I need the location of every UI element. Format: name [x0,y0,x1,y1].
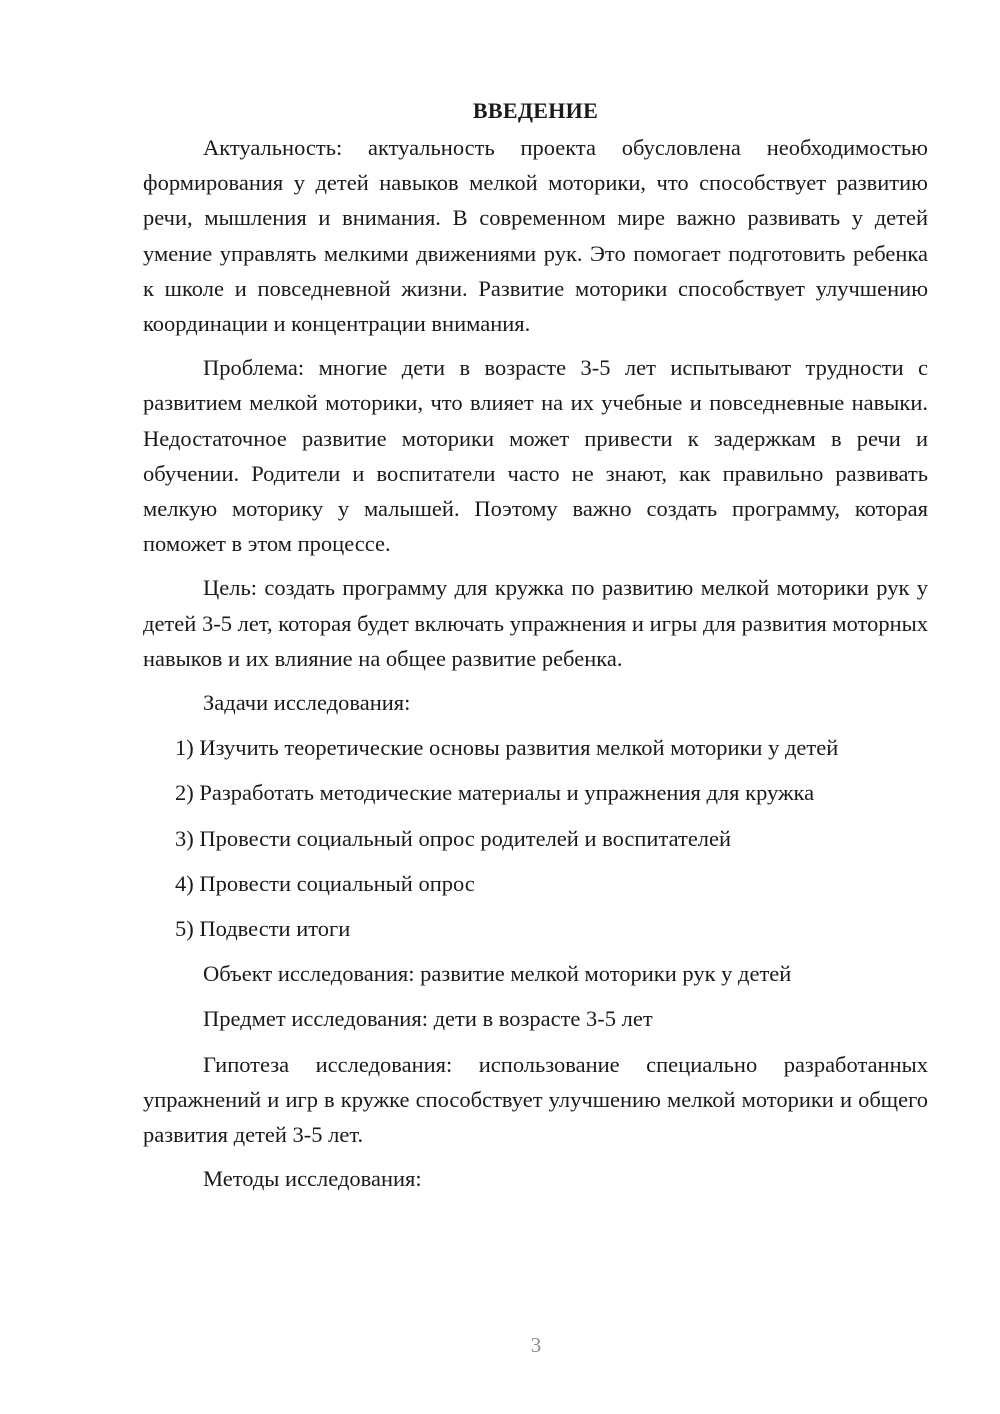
relevance-paragraph: Актуальность: актуальность проекта обусловлена необходимостью формирования у детей навыков мелкой моторики, что способствует развитию речи, мышления и внимания. В современном мире важно развивать у детей умение управлять мелкими движениями рук. Это помогает подготовить ребенка к школе и повседневной жизни. Развитие моторики способствует улучшению координации и концентрации внимания. [143,135,928,337]
task-item: 3) Провести социальный опрос родителей и воспитателей [175,825,732,851]
task-item: 4) Провести социальный опрос [175,870,475,896]
methods-heading: Методы исследования: [203,1166,422,1192]
hypothesis-paragraph: Гипотеза исследования: использование специально разработанных упражнений и игр в кружке способствует улучшению мелкой моторики и общего развития детей 3-5 лет. [143,1051,928,1148]
page-number: 3 [530,1333,542,1357]
goal-paragraph: Цель: создать программу для кружка по развитию мелкой моторики рук у детей 3-5 лет, которая будет включать упражнения и игры для развития моторных навыков и их влияние на общее развитие ребенка. [143,575,928,671]
task-item: 5) Подвести итоги [175,916,351,942]
subject-paragraph: Предмет исследования: дети в возрасте 3-5 лет [203,1006,653,1032]
object-paragraph: Объект исследования: развитие мелкой моторики рук у детей [203,961,792,987]
problem-paragraph: Проблема: многие дети в возрасте 3-5 лет испытывают трудности с развитием мелкой моторики, что влияет на их учебные и повседневные навыки. Недостаточное развитие моторики может привести к задержкам в речи и обучении. Родители и воспитатели часто не знают, как правильно развивать мелкую моторику у малышей. Поэтому важно создать программу, которая поможет в этом процессе. [143,355,928,557]
tasks-list [143,730,928,946]
document-page [143,96,928,1206]
tasks-heading: Задачи исследования: [203,690,411,716]
section-title: ВВЕДЕНИЕ [472,98,599,123]
task-item: 2) Разработать методические материалы и упражнения для кружка [175,780,815,806]
task-item: 1) Изучить теоретические основы развития мелкой моторики у детей [175,735,839,761]
